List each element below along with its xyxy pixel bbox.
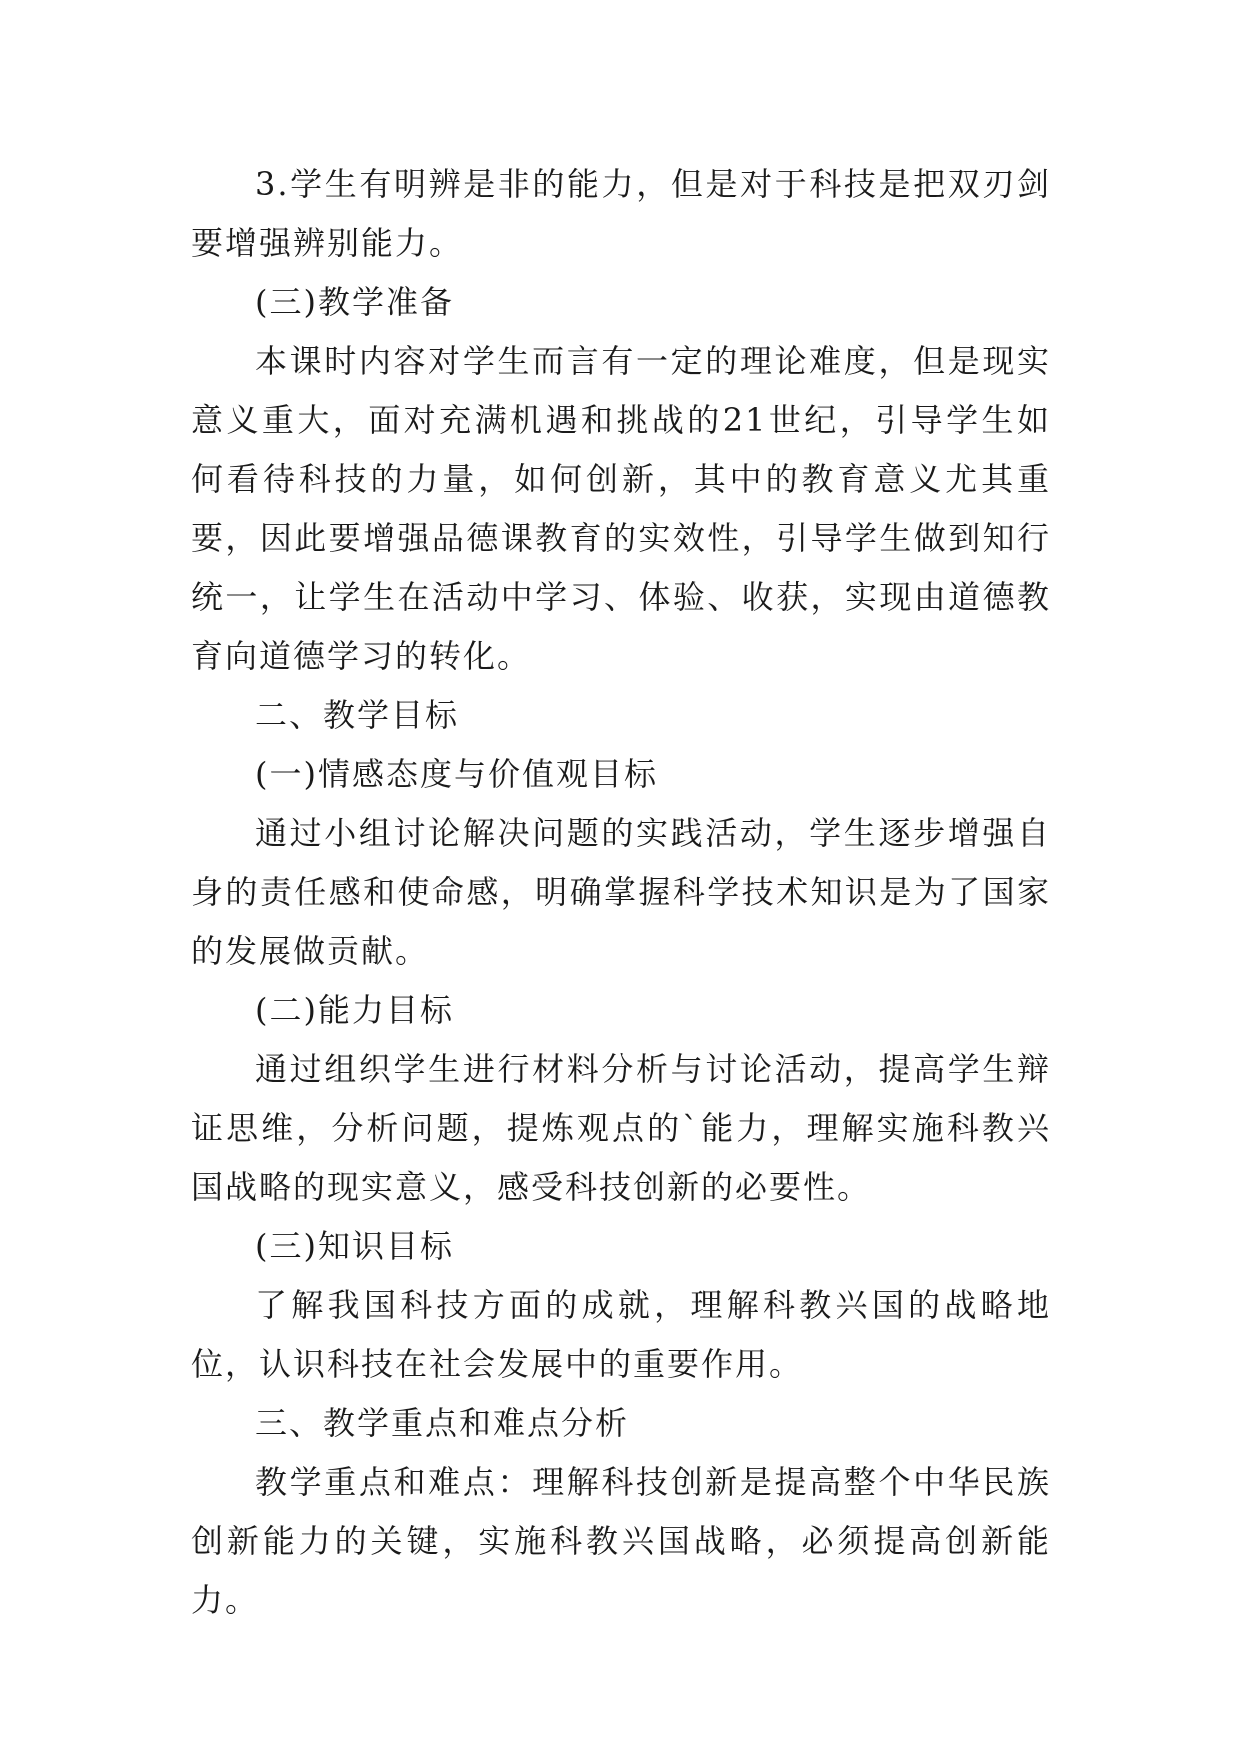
- paragraph-ability-objective: 通过组织学生进行材料分析与讨论活动，提高学生辩证思维，分析问题，提炼观点的`能力，理解实施科教兴国战略的现实意义，感受科技创新的必要性。: [191, 1050, 1051, 1206]
- document-page: [191, 155, 1051, 1630]
- heading-emotion-objective: (一)情感态度与价值观目标: [255, 755, 658, 793]
- heading-key-points: 三、教学重点和难点分析: [255, 1404, 630, 1442]
- heading-teaching-objectives: 二、教学目标: [255, 696, 460, 734]
- paragraph-knowledge-objective: 了解我国科技方面的成就，理解科教兴国的战略地位，认识科技在社会发展中的重要作用。: [191, 1286, 1051, 1383]
- paragraph-skill-3: 3.学生有明辨是非的能力，但是对于科技是把双刃剑要增强辨别能力。: [191, 165, 1051, 262]
- heading-ability-objective: (二)能力目标: [255, 991, 454, 1029]
- heading-knowledge-objective: (三)知识目标: [255, 1227, 454, 1265]
- paragraph-key-points: 教学重点和难点：理解科技创新是提高整个中华民族创新能力的关键，实施科教兴国战略，必须提高创新能力。: [191, 1463, 1051, 1619]
- paragraph-preparation: 本课时内容对学生而言有一定的理论难度，但是现实意义重大，面对充满机遇和挑战的21世纪，引导学生如何看待科技的力量，如何创新，其中的教育意义尤其重要，因此要增强品德课教育的实效性，引导学生做到知行统一，让学生在活动中学习、体验、收获，实现由道德教育向道德学习的转化。: [191, 342, 1051, 675]
- paragraph-emotion-objective: 通过小组讨论解决问题的实践活动，学生逐步增强自身的责任感和使命感，明确掌握科学技术知识是为了国家的发展做贡献。: [191, 814, 1051, 970]
- heading-teaching-preparation: (三)教学准备: [255, 283, 454, 321]
